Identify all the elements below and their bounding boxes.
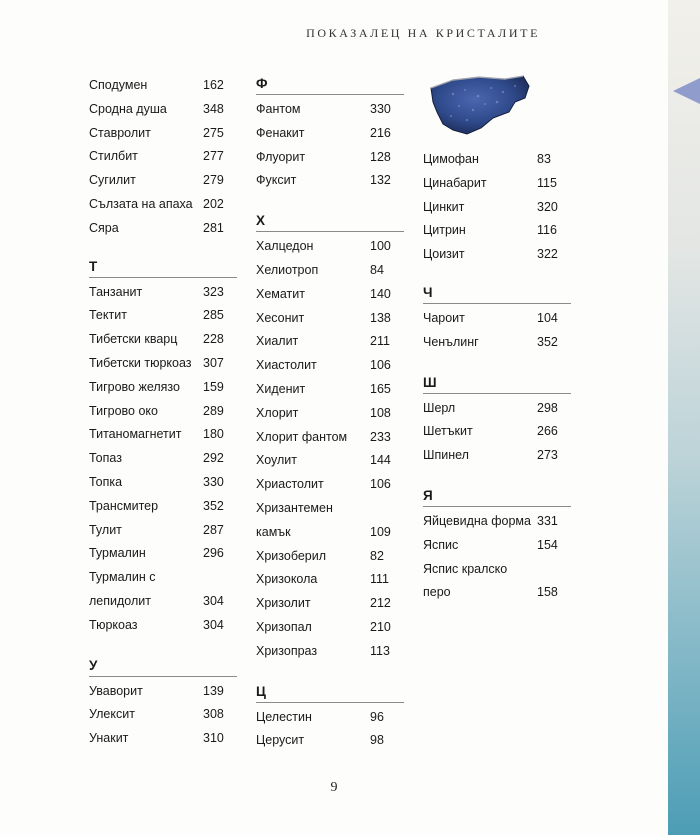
entry-page: 84 bbox=[370, 262, 384, 277]
entry-page: 275 bbox=[203, 125, 224, 140]
index-entry bbox=[256, 706, 404, 730]
index-entry bbox=[423, 420, 571, 444]
entry-name: Хиалит bbox=[256, 334, 299, 349]
entry-page: 292 bbox=[203, 451, 224, 466]
entry-name: Топка bbox=[89, 474, 123, 489]
entry-page: 128 bbox=[370, 149, 391, 164]
index-entry bbox=[256, 98, 404, 122]
index-column-3 bbox=[423, 74, 571, 623]
entry-page: 111 bbox=[370, 572, 390, 587]
index-entry bbox=[256, 616, 404, 640]
entry-page: 296 bbox=[203, 546, 224, 561]
entry-page: 330 bbox=[203, 474, 224, 489]
entry-page: 144 bbox=[370, 453, 391, 468]
entry-name: Турмалин с bbox=[89, 570, 156, 585]
index-entry bbox=[256, 473, 404, 497]
section-letter: Ш bbox=[423, 373, 571, 394]
entry-name: Хиденит bbox=[256, 381, 306, 396]
entry-page: 228 bbox=[203, 332, 224, 347]
index-entry bbox=[89, 352, 237, 376]
index-section bbox=[423, 373, 571, 468]
page-tab-arrow-icon bbox=[673, 78, 700, 104]
index-entry bbox=[89, 122, 237, 146]
index-entry bbox=[256, 146, 404, 170]
entry-name: Унакит bbox=[89, 731, 129, 746]
index-entry bbox=[256, 378, 404, 402]
entry-name: Цитрин bbox=[423, 223, 466, 238]
index-entry bbox=[89, 519, 237, 543]
entry-page: 308 bbox=[203, 707, 224, 722]
index-entry bbox=[423, 307, 571, 331]
index-entry bbox=[89, 566, 237, 614]
entry-name: Халцедон bbox=[256, 239, 314, 254]
entry-page: 140 bbox=[370, 286, 391, 301]
entry-page: 277 bbox=[203, 149, 224, 164]
entry-name: Фантом bbox=[256, 102, 301, 116]
index-entry bbox=[423, 510, 571, 534]
entry-page: 233 bbox=[370, 429, 391, 444]
entry-name: Титаномагнетит bbox=[89, 427, 182, 442]
index-entry bbox=[256, 283, 404, 307]
entry-name: Хризокола bbox=[256, 572, 318, 587]
index-entry bbox=[89, 98, 237, 122]
entry-page: 211 bbox=[370, 334, 390, 349]
section-letter: Ч bbox=[423, 283, 571, 304]
entry-page: 348 bbox=[203, 101, 224, 116]
entry-name: Яйцевидна форма bbox=[423, 513, 531, 528]
index-entry bbox=[256, 307, 404, 331]
entry-page: 287 bbox=[203, 522, 224, 537]
entry-name: Хелиотроп bbox=[256, 262, 319, 277]
index-entry bbox=[423, 558, 571, 606]
entry-name: Сподумен bbox=[89, 78, 148, 92]
entry-name: Хриастолит bbox=[256, 477, 324, 492]
entry-name: Трансмитер bbox=[89, 498, 159, 513]
entry-name: Флуорит bbox=[256, 149, 306, 164]
index-section bbox=[256, 682, 404, 754]
entry-page: 289 bbox=[203, 403, 224, 418]
entry-name: Ставролит bbox=[89, 125, 151, 140]
entry-page: 106 bbox=[370, 477, 391, 492]
entry-page: 310 bbox=[203, 731, 224, 746]
entry-name: Хематит bbox=[256, 286, 305, 301]
index-entry bbox=[89, 423, 237, 447]
entry-page: 298 bbox=[537, 400, 558, 415]
entry-page: 281 bbox=[203, 220, 224, 235]
entry-name: Цимофан bbox=[423, 152, 479, 166]
entry-name: Сяра bbox=[89, 220, 119, 235]
entry-name: Тигрово око bbox=[89, 403, 158, 418]
index-entry bbox=[89, 447, 237, 471]
entry-name: Хризолит bbox=[256, 596, 311, 611]
index-entry bbox=[89, 217, 237, 241]
entry-page: 330 bbox=[370, 102, 391, 116]
entry-page: 113 bbox=[370, 643, 390, 658]
entry-name: Шерл bbox=[423, 400, 456, 415]
index-entry bbox=[89, 193, 237, 217]
entry-page: 159 bbox=[203, 379, 224, 394]
section-letter: Ц bbox=[256, 682, 404, 703]
index-entry bbox=[256, 640, 404, 664]
entry-page: 82 bbox=[370, 548, 384, 563]
entry-name: Хесонит bbox=[256, 310, 305, 325]
index-entry bbox=[89, 542, 237, 566]
entry-name: Хризантемен bbox=[256, 500, 333, 515]
index-entry bbox=[256, 402, 404, 426]
entry-page: 96 bbox=[370, 709, 384, 724]
entry-name: Хиастолит bbox=[256, 358, 317, 373]
entry-name: Сълзата на апаха bbox=[89, 196, 193, 211]
side-color-strip bbox=[668, 0, 700, 835]
index-entry bbox=[423, 243, 571, 267]
entry-page: 98 bbox=[370, 733, 384, 748]
entry-page: 202 bbox=[203, 196, 224, 211]
index-entry bbox=[89, 281, 237, 305]
entry-page: 116 bbox=[537, 223, 557, 238]
index-entry bbox=[256, 122, 404, 146]
index-entry bbox=[89, 145, 237, 169]
entry-page: 352 bbox=[537, 334, 558, 349]
entry-name: Яспис кралско bbox=[423, 561, 508, 576]
entry-page: 108 bbox=[370, 405, 391, 420]
entry-name: Чароит bbox=[423, 310, 465, 325]
index-entry bbox=[256, 497, 404, 545]
entry-page: 154 bbox=[537, 537, 558, 552]
entry-page: 352 bbox=[203, 498, 224, 513]
entry-page: 106 bbox=[370, 358, 391, 373]
entry-name: Турмалин bbox=[89, 546, 146, 561]
index-entry bbox=[256, 545, 404, 569]
index-section bbox=[423, 283, 571, 355]
running-header: ПОКАЗАЛЕЦ НА КРИСТАЛИТЕ bbox=[306, 26, 540, 40]
index-section bbox=[423, 486, 571, 605]
entry-name: Топаз bbox=[89, 451, 122, 466]
entry-page: 138 bbox=[370, 310, 391, 325]
index-entry bbox=[423, 148, 571, 172]
index-entry bbox=[423, 397, 571, 421]
index-entry bbox=[89, 703, 237, 727]
entry-name: Сродна душа bbox=[89, 101, 167, 116]
entry-name-continued: камък bbox=[256, 524, 291, 539]
index-entry bbox=[89, 680, 237, 704]
entry-page: 304 bbox=[203, 617, 224, 632]
index-section bbox=[256, 74, 404, 193]
index-section-continued bbox=[423, 148, 571, 267]
index-entry bbox=[89, 74, 237, 98]
entry-page: 273 bbox=[537, 448, 558, 463]
entry-name: Ченълинг bbox=[423, 334, 479, 349]
index-column-1 bbox=[89, 74, 237, 769]
index-entry bbox=[423, 444, 571, 468]
entry-page: 331 bbox=[537, 513, 558, 528]
entry-name: Тулит bbox=[89, 522, 122, 537]
entry-page: 132 bbox=[370, 173, 391, 188]
index-section bbox=[89, 257, 237, 638]
entry-page: 322 bbox=[537, 247, 558, 262]
index-entry bbox=[423, 534, 571, 558]
index-entry bbox=[89, 727, 237, 751]
entry-page: 180 bbox=[203, 427, 224, 442]
entry-name: Фенакит bbox=[256, 125, 305, 140]
entry-page: 165 bbox=[370, 381, 391, 396]
entry-name: Тибетски тюркоаз bbox=[89, 355, 192, 370]
entry-name-continued: перо bbox=[423, 585, 451, 600]
index-section bbox=[256, 211, 404, 663]
entry-name: Хризоберил bbox=[256, 548, 327, 563]
entry-name: Хлорит bbox=[256, 405, 299, 420]
index-entry bbox=[89, 304, 237, 328]
index-section-continued bbox=[89, 74, 237, 241]
entry-name: Стилбит bbox=[89, 149, 138, 164]
entry-page: 162 bbox=[203, 78, 224, 92]
entry-name-continued: лепидолит bbox=[89, 593, 151, 608]
entry-name: Тюркоаз bbox=[89, 617, 138, 632]
entry-name: Тектит bbox=[89, 308, 127, 323]
entry-page: 279 bbox=[203, 173, 224, 188]
entry-page: 320 bbox=[537, 199, 558, 214]
entry-name: Тигрово желязо bbox=[89, 379, 180, 394]
section-letter: Т bbox=[89, 257, 237, 278]
entry-page: 212 bbox=[370, 596, 391, 611]
entry-page: 100 bbox=[370, 239, 391, 254]
entry-page: 323 bbox=[203, 284, 224, 299]
entry-name: Хризопал bbox=[256, 619, 312, 634]
entry-page: 139 bbox=[203, 683, 224, 698]
entry-name: Цинкит bbox=[423, 199, 465, 214]
section-letter: Ф bbox=[256, 74, 404, 95]
entry-name: Яспис bbox=[423, 537, 459, 552]
entry-name: Хризопраз bbox=[256, 643, 318, 658]
entry-name: Шетъкит bbox=[423, 424, 473, 439]
entry-page: 83 bbox=[537, 152, 551, 166]
entry-name: Хоулит bbox=[256, 453, 297, 468]
entry-page: 115 bbox=[537, 175, 557, 190]
entry-page: 104 bbox=[537, 310, 558, 325]
entry-page: 109 bbox=[370, 524, 391, 539]
index-entry bbox=[89, 471, 237, 495]
entry-page: 210 bbox=[370, 619, 391, 634]
entry-name: Цинабарит bbox=[423, 175, 487, 190]
entry-name: Целестин bbox=[256, 709, 312, 724]
entry-name: Сугилит bbox=[89, 173, 136, 188]
index-entry bbox=[89, 400, 237, 424]
entry-name: Тибетски кварц bbox=[89, 332, 178, 347]
entry-name: Церусит bbox=[256, 733, 305, 748]
entry-page: 158 bbox=[537, 585, 558, 600]
index-entry bbox=[89, 169, 237, 193]
section-letter: Х bbox=[256, 211, 404, 232]
index-entry bbox=[256, 330, 404, 354]
section-letter: Я bbox=[423, 486, 571, 507]
index-entry bbox=[256, 568, 404, 592]
entry-page: 304 bbox=[203, 593, 224, 608]
index-entry bbox=[256, 426, 404, 450]
index-entry bbox=[256, 354, 404, 378]
index-entry bbox=[423, 331, 571, 355]
index-entry bbox=[423, 196, 571, 220]
index-entry bbox=[256, 449, 404, 473]
index-entry bbox=[256, 259, 404, 283]
crystal-image bbox=[423, 74, 571, 140]
entry-page: 266 bbox=[537, 424, 558, 439]
entry-page: 307 bbox=[203, 355, 224, 370]
entry-name: Шпинел bbox=[423, 448, 469, 463]
section-letter: У bbox=[89, 656, 237, 677]
index-entry bbox=[89, 614, 237, 638]
entry-page: 216 bbox=[370, 125, 391, 140]
index-column-2 bbox=[256, 74, 404, 771]
entry-name: Цоизит bbox=[423, 247, 465, 262]
entry-name: Фуксит bbox=[256, 173, 297, 188]
entry-name: Хлорит фантом bbox=[256, 429, 348, 444]
index-entry bbox=[256, 235, 404, 259]
index-entry bbox=[423, 219, 571, 243]
entry-page: 285 bbox=[203, 308, 224, 323]
entry-name: Улексит bbox=[89, 707, 135, 722]
index-section bbox=[89, 656, 237, 751]
index-entry bbox=[423, 172, 571, 196]
index-entry bbox=[89, 495, 237, 519]
entry-name: Уваворит bbox=[89, 683, 143, 698]
page-number: 9 bbox=[330, 780, 338, 795]
index-entry bbox=[256, 729, 404, 753]
index-entry bbox=[89, 328, 237, 352]
index-entry bbox=[256, 592, 404, 616]
index-entry bbox=[89, 376, 237, 400]
index-entry bbox=[256, 169, 404, 193]
entry-name: Танзанит bbox=[89, 284, 143, 299]
